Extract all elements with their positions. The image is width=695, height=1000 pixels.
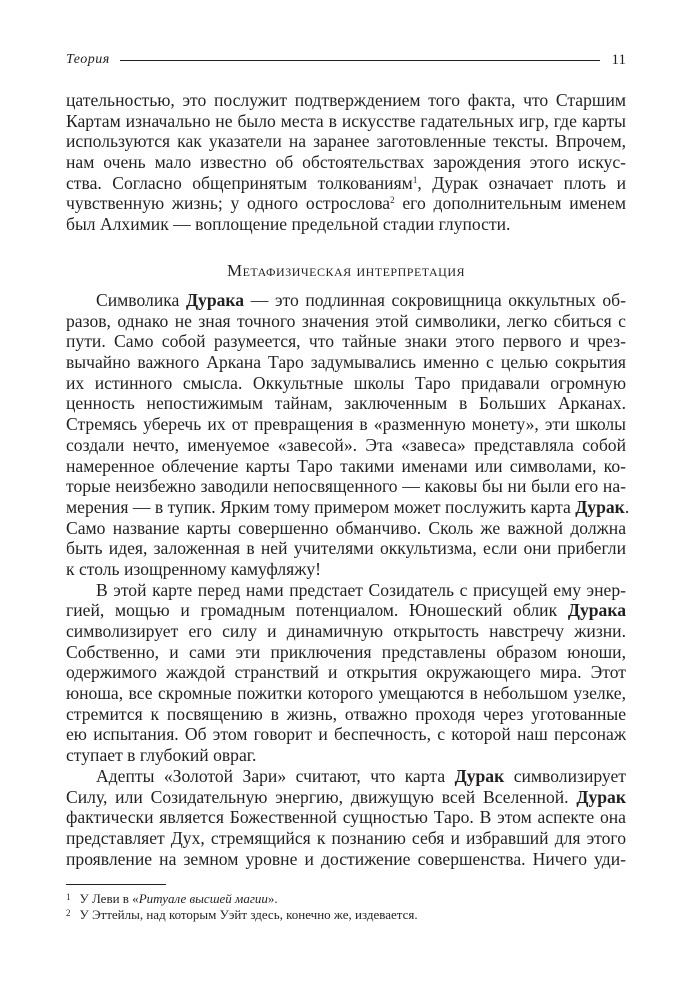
text-run: . [624, 496, 630, 517]
bold-term: Дурак [576, 786, 626, 807]
text-line [66, 621, 626, 642]
text-line [66, 683, 626, 704]
text-run: символизирует [504, 765, 626, 786]
text-line [66, 724, 626, 745]
text-line [66, 538, 626, 559]
text-run: Картам изначально не было места в искусстве гадательных игр, где карты [66, 110, 626, 131]
text-line [66, 828, 626, 849]
text-line [66, 456, 626, 477]
footnote-ref: 2 [390, 195, 395, 206]
bold-term: Дурака [567, 600, 626, 621]
text-line [66, 173, 626, 194]
text-run: ею испытания. Об этом говорит и беспечность, с которой наш персонаж [66, 724, 626, 745]
text-line [66, 849, 626, 870]
text-line [66, 414, 626, 435]
text-run: юноша, все скромные пожитки которого умещаются в небольшом узелке, [66, 683, 626, 704]
text-run: ценность непостижимым тайнам, заключенным в Больших Арканах. [66, 393, 626, 414]
paragraph [66, 90, 626, 235]
section-heading: Метафизическая интерпретация [226, 261, 466, 280]
text-run: Адепты «Золотой Зари» считают, что карта [96, 765, 455, 786]
header-rule [120, 60, 600, 61]
text-run: стремится к посвящению в жизнь, отважно проходя через уготованные [66, 703, 626, 724]
text-run: В этой карте перед нами предстает Созидатель с присущей ему энер- [96, 579, 626, 600]
text-run: символизирует его силу и динамичную открытость навстречу жизни. [66, 621, 626, 641]
text-run: его дополнительным именем [394, 193, 626, 214]
text-line [66, 90, 626, 111]
text-line [66, 393, 626, 414]
text-run: ства. Согласно общепринятым толкованиям [66, 172, 413, 193]
text-run: к столь изощренному камуфляжу! [66, 558, 322, 579]
text-run: Стремясь уберечь их от превращения в «разменную монету», эти школы [66, 414, 626, 435]
text-run: одержимого жаждой странствий и открытия окружающего мира. Этот [66, 662, 626, 683]
text-line [66, 766, 626, 787]
text-run: — это подлинная сокровищница оккультных об- [244, 290, 626, 310]
text-line [66, 331, 626, 352]
text-run: Символика [96, 290, 186, 310]
footnote-number: 2 [66, 908, 71, 918]
text-line [66, 745, 626, 766]
footnote-book-title: Ритуале высшей магии [138, 891, 268, 906]
text-run: Силу, или Созидательную энергию, движущую всей Вселенной. [66, 786, 577, 807]
text-line [66, 807, 626, 828]
text-run: намеренное облечение карты Таро такими именами или символами, ко- [66, 455, 626, 476]
text-line [66, 352, 626, 373]
bold-term: Дурак [575, 496, 625, 517]
text-line [66, 787, 626, 808]
text-run: , Дурак означает плоть и [417, 172, 626, 193]
footnote-2 [66, 905, 418, 923]
text-run: быть идея, заложенная в ней учителями оккультизма, если они прибегли [66, 538, 626, 559]
footnote-text: У Леви в « [79, 891, 139, 906]
text-run: был Алхимик — воплощение предельной стадии глупости. [66, 214, 511, 235]
text-line [66, 373, 626, 394]
text-line [66, 580, 626, 601]
text-line [66, 642, 626, 663]
text-line [66, 435, 626, 456]
text-run: Само название карты совершенно обманчиво. Сколь же важной должна [66, 517, 626, 538]
text-run: проявление на земном уровне и достижение совершенства. Ничего уди- [66, 848, 626, 869]
text-line [66, 214, 626, 235]
text-line [66, 111, 626, 132]
footnote-ref: 1 [412, 174, 418, 185]
text-run: используются как указатели на заранее заготовленные тексты. Впрочем, [66, 131, 626, 152]
bold-term: Дурак [454, 765, 505, 786]
text-run: фактически является Божественной сущностью Таро. В этом аспекте она [66, 807, 626, 828]
text-run: их истинного смысла. Оккультные школы Таро придавали огромную [66, 372, 626, 393]
text-line [66, 600, 626, 621]
footnote-text: ». [267, 891, 278, 906]
text-line [66, 290, 626, 311]
text-run: вычайно важного Аркана Таро задумывались именно с целью сокрытия [66, 352, 626, 373]
text-line [66, 704, 626, 725]
text-run: Собственно, и сами эти приключения представлены образом юноши, [66, 641, 626, 662]
text-run: гией, мощью и громадным потенциалом. Юношеский облик [66, 600, 568, 621]
text-run: чувственную жизнь; у одного острослова [66, 193, 391, 214]
text-line [66, 311, 626, 332]
text-line [66, 131, 626, 152]
footnote-text: У Эттейлы, над которым Уэйт здесь, конечно же, издевается. [79, 907, 418, 922]
footnote-rule [66, 884, 166, 885]
text-run: ступает в глубокий овраг. [66, 745, 257, 766]
running-header [66, 49, 626, 71]
text-line [66, 496, 630, 518]
paragraph [66, 290, 630, 869]
text-line [66, 662, 626, 683]
text-line [66, 518, 626, 539]
text-line [66, 559, 626, 580]
text-run: создали нечто, именуемое «завесой». Эта «завеса» представляла собой [66, 434, 626, 455]
text-run: представляет Дух, стремящийся к познанию себя и избравший для этого [66, 827, 626, 848]
footnote-number: 1 [66, 892, 71, 902]
text-run: разов, однако не зная точного значения этой символики, легко сбиться с [66, 310, 626, 331]
section-title: Теория [66, 52, 110, 67]
text-run: пути. Само собой разумеется, что тайные знаки этого первого и чрез- [66, 331, 626, 352]
text-run: нам очень мало известно об обстоятельствах зарождения этого искус- [66, 152, 626, 173]
page-number: 11 [611, 51, 626, 68]
text-run: цательностью, это послужит подтверждением того факта, что Старшим [66, 90, 626, 110]
bold-term: Дурака [185, 290, 245, 310]
text-line [66, 476, 626, 497]
text-run: торые неизбежно заводили непосвященного — каковы бы ни были его на- [66, 476, 626, 497]
text-line [66, 152, 626, 173]
text-run: мерения — в тупик. Ярким тому примером может послужить карта [66, 496, 576, 517]
text-line [66, 193, 626, 214]
